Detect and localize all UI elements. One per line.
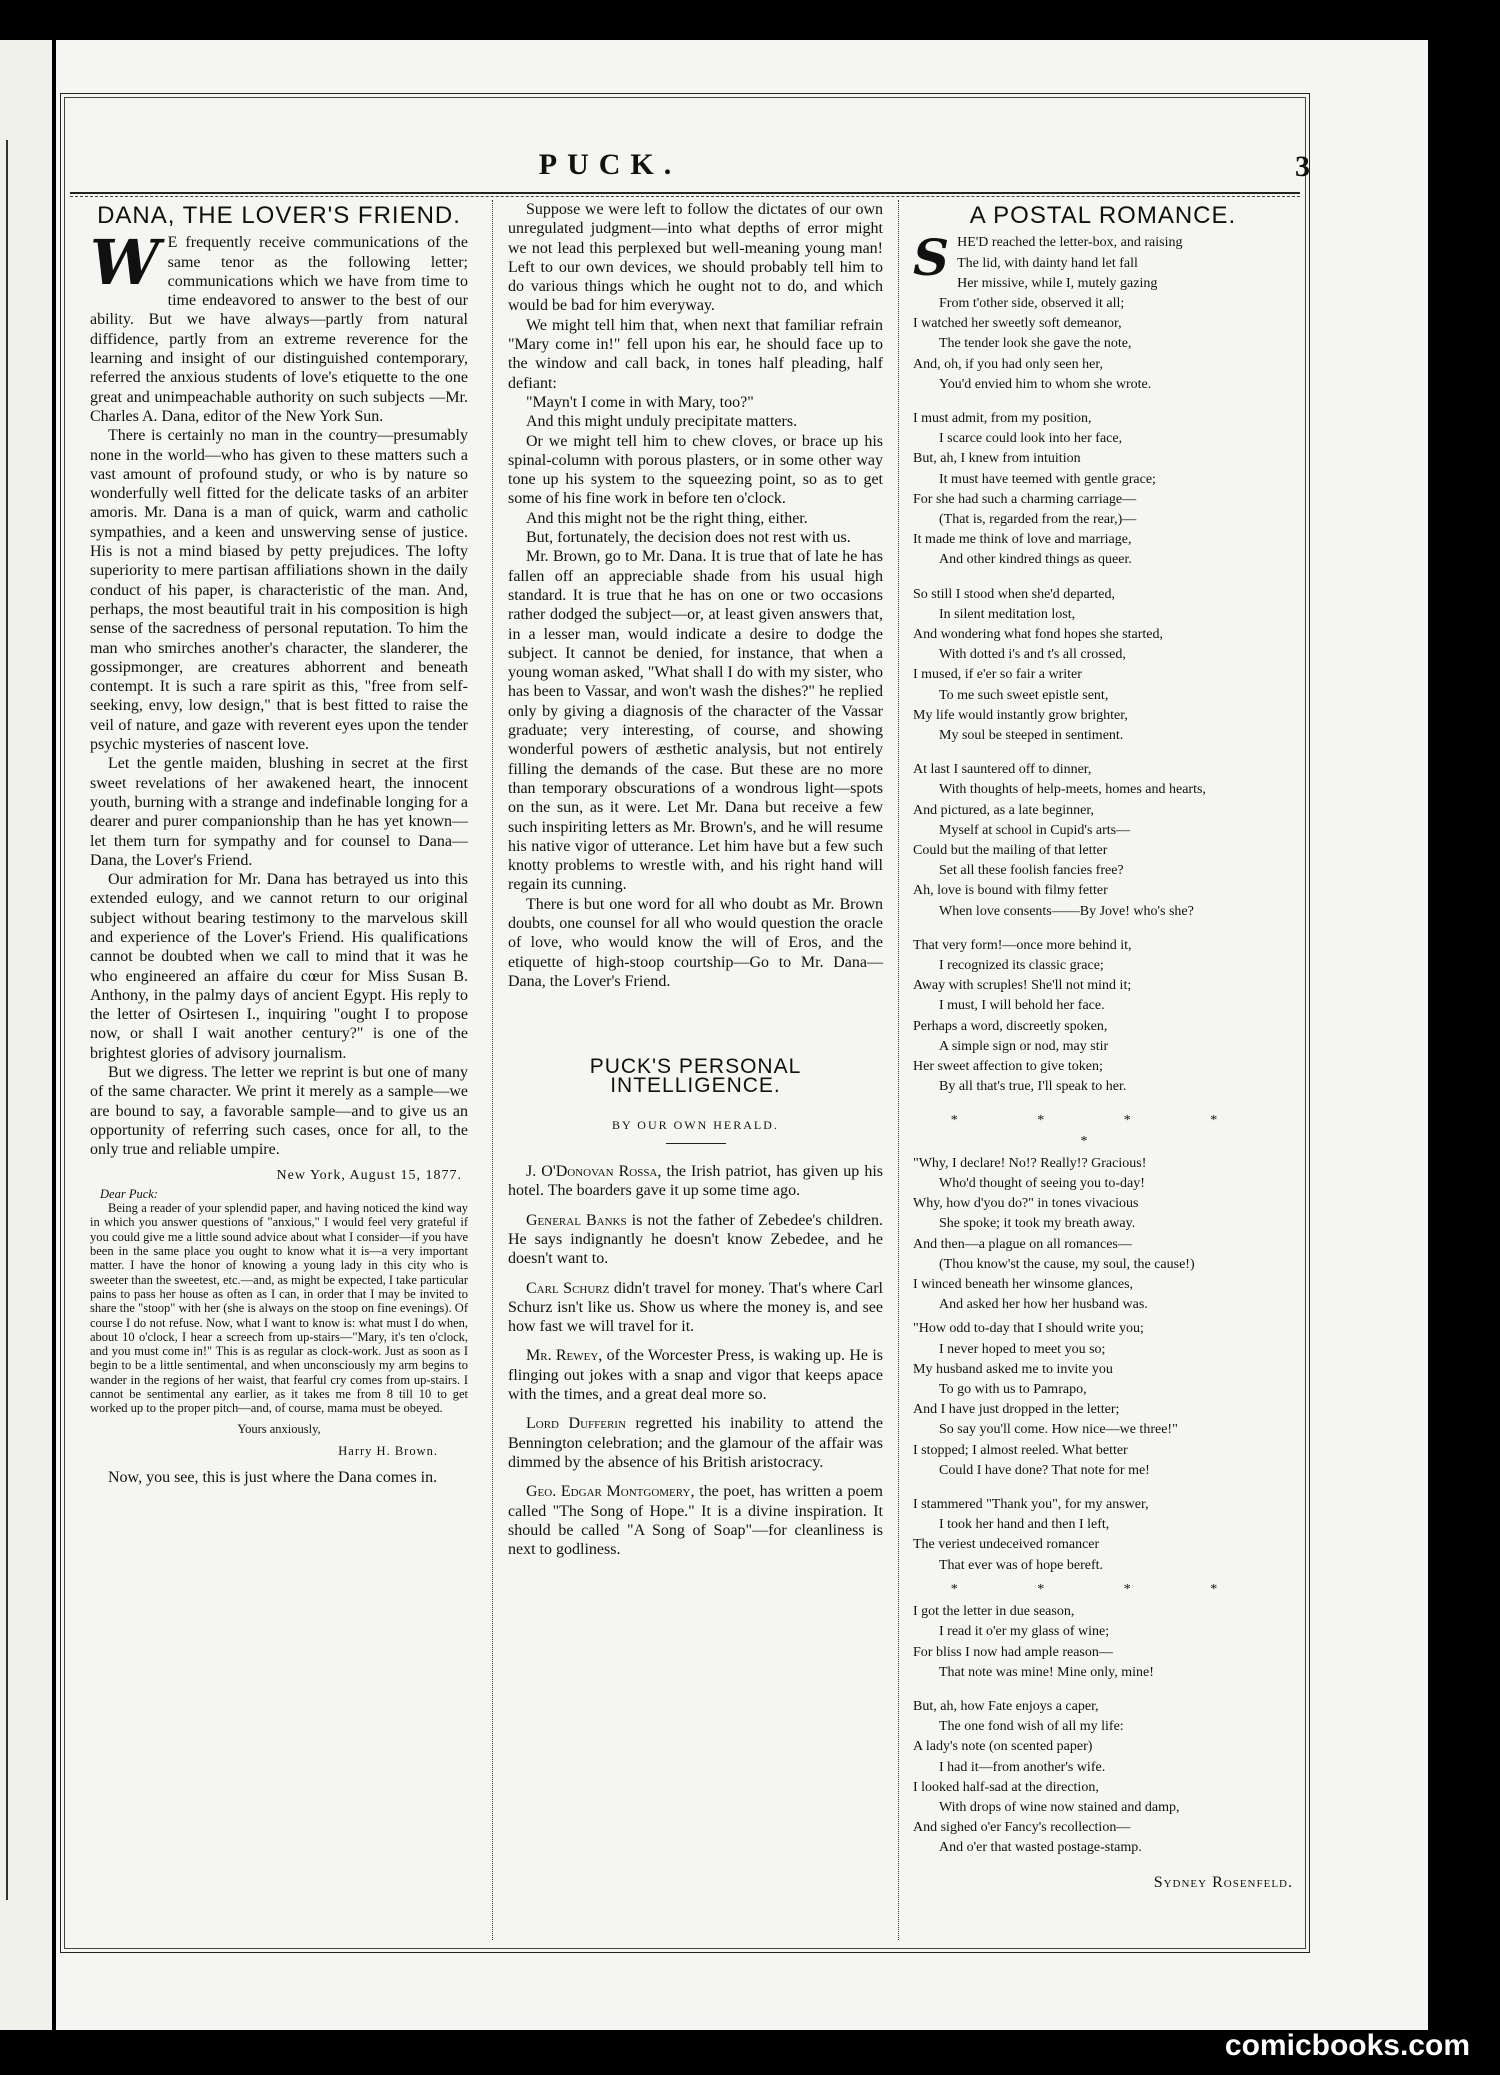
poem-line: I stammered "Thank you", for my answer,	[913, 1497, 1149, 1513]
article-heading-personal-intelligence: PUCK'S PERSONAL INTELLIGENCE.	[589, 1055, 802, 1098]
column-poem	[913, 200, 1293, 1892]
poem-line: With thoughts of help-meets, homes and hearts,	[939, 782, 1206, 798]
facing-page-edge	[0, 40, 52, 2030]
personal-item-name: General Banks	[526, 1211, 627, 1229]
drop-cap: S	[913, 228, 950, 288]
column-dana-article	[90, 200, 468, 1487]
paragraph: There is but one word for all who doubt as Mr. Brown doubts, one counsel for all who would question the oracle of love, who would know the will of Eros, and the etiquette of high-stoop courtship—Go to Mr. Dana—Dana, the Lover's Friend.	[508, 895, 883, 990]
letter-closing: Yours anxiously,	[237, 1421, 321, 1436]
masthead-rule	[70, 192, 1300, 194]
poem-line: The one fond wish of all my life:	[939, 1719, 1124, 1735]
poem-stanza	[913, 936, 1293, 1098]
poem-line: I must admit, from my position,	[913, 410, 1092, 426]
poem-line: That note was mine! Mine only, mine!	[939, 1664, 1154, 1680]
poem-line: I scarce could look into her face,	[939, 431, 1123, 447]
poem-line: To go with us to Pamrapo,	[939, 1382, 1087, 1398]
paragraph: Now, you see, this is just where the Dana comes in.	[108, 1469, 438, 1487]
letter-dateline: New York, August 15, 1877.	[276, 1167, 462, 1183]
poem-line: So say you'll come. How nice—we three!"	[939, 1422, 1178, 1438]
poem-stanza	[913, 1154, 1293, 1316]
paragraph: Or we might tell him to chew cloves, or brace up his spinal-column with porous plasters, or in some other way tone up his system to the squeezing point, so as to get some of his fine work in before ten o'clock.	[508, 432, 883, 508]
quoted-line: "Mayn't I come in with Mary, too?"	[526, 393, 754, 411]
poem-line: Myself at school in Cupid's arts—	[939, 822, 1131, 838]
poem-stanza	[913, 760, 1293, 922]
poem-stanza	[913, 1495, 1293, 1576]
reader-letter	[90, 1187, 468, 1458]
poem-line: You'd envied him to whom she wrote.	[939, 376, 1152, 392]
poem-line: I got the letter in due season,	[913, 1604, 1075, 1620]
poem-line: That very form!—once more behind it,	[913, 937, 1132, 953]
poem-line: And wondering what fond hopes she started,	[913, 626, 1164, 642]
poem-line: Her sweet affection to give token;	[913, 1059, 1103, 1075]
poem-line: I read it o'er my glass of wine;	[939, 1624, 1110, 1640]
poem-line: HE'D reached the letter-box, and raising	[957, 235, 1183, 251]
poem-line: The veriest undeceived romancer	[913, 1537, 1100, 1553]
poem-line: When love consents——By Jove! who's she?	[939, 903, 1194, 919]
poem-line: Could but the mailing of that letter	[913, 842, 1108, 858]
poem-line: I recognized its classic grace;	[939, 958, 1104, 973]
poem-line: For she had such a charming carriage—	[913, 491, 1137, 507]
poem-line: For bliss I now had ample reason—	[913, 1644, 1113, 1660]
poem-line: It must have teemed with gentle grace;	[939, 471, 1156, 487]
byline: BY OUR OWN HERALD.	[612, 1117, 779, 1132]
paragraph: But we digress. The letter we reprint is but one of many of the same character. We print it merely as a sample—we are bound to say, a favorable sample—and to give us an opportunity of referring such cases, once for all, to the only true and reliable umpire.	[90, 1064, 468, 1159]
watermark: comicbooks.com	[1224, 2029, 1470, 2062]
poem-body	[913, 228, 1293, 1858]
column-divider-1	[492, 200, 493, 1940]
poem-line: I winced beneath her winsome glances,	[913, 1277, 1134, 1293]
personal-item-text: regretted his inability to attend the Bennington celebration; and the glamour of the affair was dimmed by the absence of his British aristocracy.	[508, 1415, 883, 1471]
personal-item	[508, 1211, 883, 1269]
poem-line: Perhaps a word, discreetly spoken,	[913, 1018, 1108, 1034]
poem-line: And asked her how her husband was.	[939, 1297, 1148, 1313]
column-dana-continued	[508, 200, 883, 1569]
poem-signature: Sydney Rosenfeld.	[1153, 1873, 1293, 1891]
letter-body: Being a reader of your splendid paper, and having noticed the kind way in which you answer questions of "anxious," I would feel very grateful if you could give me a little sound advice about what I consider—if you have been in the same place you ought to know what it is—a very important matter. I have the honor of knowing a young lady in this city who is sweeter than the sweetest, etc.—and, as might be expected, I take particular pains to pass her house as often as I can, in order that I may be invited to share the "stoop" with her (she is always on the stoop on fine evenings). Of course I do not refuse. Now, what I want to know is: what must I do when, about 10 o'clock, I hear a screech from up-stairs—"Mary, it's ten o'clock, and you must come in!" This is as regular as clock-work. Just as soon as I begin to be a little sentimental, and when unconsciously my arm begins to wander in the regions of her waist, that fearful cry comes from up-stairs. I cannot be sentimental any earlier, as it takes me from 8 till 10 to get worked up to the proper pitch—and, of course, mama must be obeyed.	[90, 1201, 468, 1416]
paragraph: Let the gentle maiden, blushing in secret at the first sweet revelations of her awakened heart, the innocent youth, burning with a strange and indefinable longing for a dearer and purer companionship than he has yet known—let them turn for sympathy and for counsel to Dana—Dana, the Lover's Friend.	[90, 755, 468, 869]
paragraph: Our admiration for Mr. Dana has betrayed us into this extended eulogy, and we cannot return to our original subject without bearing testimony to the marvelous skill and experience of the Lover's Friend. His qualifications cannot be doubted when we call to mind that it was he who engineered an affaire du cœur for Miss Susan B. Anthony, in the palmy days of ancient Egypt. His reply to the letter of Osirtesen I., inquiring "ought I to propose now, or shall I wait another century?" is one of the brightest glories of advisory journalism.	[90, 871, 468, 1062]
paragraph: And this might not be the right thing, either.	[526, 509, 808, 527]
paragraph: W E frequently receive communications of the same tenor as the following letter; communications which we have from time to time endeavored to answer to the best of our ability. But we have always—partly from natural diffidence, partly from an extreme reverence for the learning and insight of our distinguished contemporary, referred the anxious students of love's etiquette to the one great and unimpeachable authority on such subjects —Mr. Charles A. Dana, editor of the New York Sun.	[90, 226, 468, 425]
poem-line: A simple sign or nod, may stir	[939, 1038, 1109, 1054]
poem-line: That ever was of hope bereft.	[939, 1557, 1104, 1573]
poem-line: Why, how d'you do?" in tones vivacious	[913, 1196, 1139, 1212]
short-rule	[666, 1143, 726, 1144]
poem-line: She spoke; it took my breath away.	[939, 1216, 1136, 1232]
poem-heading: A POSTAL ROMANCE.	[969, 202, 1237, 229]
poem-line: Set all these foolish fancies free?	[939, 863, 1124, 879]
poem-line: I never hoped to meet you so;	[939, 1341, 1106, 1357]
drop-cap: W	[90, 226, 160, 300]
masthead-title: PUCK.	[538, 148, 682, 181]
poem-line: But, ah, I knew from intuition	[913, 451, 1081, 467]
poem-line: The lid, with dainty hand let fall	[957, 255, 1138, 271]
poem-line: (Thou know'st the cause, my soul, the cause!)	[939, 1256, 1195, 1272]
personal-item	[508, 1279, 883, 1337]
poem-line: And o'er that wasted postage-stamp.	[939, 1840, 1142, 1856]
article-heading-dana: DANA, THE LOVER'S FRIEND.	[97, 202, 461, 229]
personal-item-name: Carl Schurz	[526, 1279, 610, 1297]
poem-line: And other kindred things as queer.	[939, 552, 1132, 568]
masthead-rule-dashed	[70, 196, 1300, 197]
personal-item	[508, 1482, 883, 1559]
personal-item-text: the Irish patriot, has given up his hotel. The boarders gave it up some time ago.	[508, 1163, 884, 1200]
letter-salutation: Dear Puck:	[100, 1186, 158, 1201]
poem-line: "Why, I declare! No!? Really!? Gracious!	[913, 1155, 1147, 1171]
poem-line: My soul be steeped in sentiment.	[939, 727, 1124, 743]
poem-stanza	[913, 585, 1293, 747]
letter-signature: Harry H. Brown.	[338, 1443, 438, 1458]
personal-item-name: Mr. Rewey,	[526, 1347, 603, 1365]
poem-line: Who'd thought of seeing you to-day!	[939, 1176, 1145, 1192]
personal-item-text: of the Worcester Press, is waking up. He is flinging out jokes with a snap and vigor that keeps apace with the times, and a great deal more so.	[508, 1347, 884, 1404]
personal-item-name: J. O'Donovan Rossa,	[526, 1163, 662, 1181]
poem-line: But, ah, how Fate enjoys a caper,	[913, 1698, 1099, 1714]
poem-stanza	[913, 1319, 1293, 1481]
poem-line: I mused, if e'er so fair a writer	[913, 667, 1082, 683]
poem-stanza	[913, 409, 1293, 571]
poem-stanza	[913, 1602, 1293, 1683]
paragraph: But, fortunately, the decision does not rest with us.	[526, 529, 851, 547]
page-number: 3	[1295, 150, 1310, 183]
personal-item	[508, 1414, 883, 1472]
paragraph: Mr. Brown, go to Mr. Dana. It is true that of late he has fallen off an appreciable shade from his usual high standard. It is true that he has on one or two occasions rather dodged the subject—or, at least given answers that, in a lesser man, would indicate a desire to dodge the subject. It cannot be denied, for instance, that when a young woman asked, "What shall I do with my sister, who has been to Vassar, and won't wash the dishes?" he replied only by giving a diagnosis of the character of the Vassar graduate; very interesting, of course, and showing wonderful powers of æsthetic analysis, but not entirely filling the demands of the case. But these are no more than temporary obscurations of a wondrous light—spots on the sun, as it were. Let Mr. Dana but receive a few such inspiriting letters as Mr. Brown's, and he will resume his native vigor of utterance. Let him have but a few such knotty problems to wrestle with, and his right hand will regain its cunning.	[508, 548, 883, 894]
poem-line: By all that's true, I'll speak to her.	[939, 1079, 1127, 1095]
poem-line: Away with scruples! She'll not mind it;	[913, 978, 1132, 994]
personal-item	[508, 1346, 883, 1404]
poem-line: Could I have done? That note for me!	[939, 1462, 1150, 1478]
poem-line: With dotted i's and t's all crossed,	[939, 647, 1126, 663]
poem-line: And I have just dropped in the letter;	[913, 1402, 1120, 1418]
poem-line: And then—a plague on all romances—	[913, 1236, 1132, 1252]
poem-line: And sighed o'er Fancy's recollection—	[913, 1820, 1131, 1836]
personal-items	[508, 1162, 883, 1559]
poem-line: "How odd to-day that I should write you;	[913, 1321, 1144, 1337]
personal-item-text: didn't travel for money. That's where Carl Schurz isn't like us. Show us where the money is, and see how fast we will travel for it.	[508, 1279, 883, 1336]
column-divider-2	[898, 200, 899, 1940]
personal-item-text: the poet, has written a poem called "The Song of Hope." It is a divine inspiration. It should be called "A Song of Soap"—for cleanliness is next to godliness.	[508, 1483, 884, 1559]
paragraph: We might tell him that, when next that familiar refrain "Mary come in!" fell upon his ear, he should face up to the window and call back, in tones half pleading, half defiant:	[508, 316, 883, 392]
poem-line: (That is, regarded from the rear,)—	[939, 511, 1137, 527]
poem-line: In silent meditation lost,	[939, 606, 1076, 622]
poem-line: So still I stood when she'd departed,	[913, 586, 1115, 602]
poem-line: My husband asked me to invite you	[913, 1361, 1113, 1377]
section-stars: * * * *	[950, 1581, 1256, 1597]
poem-stanza	[913, 1697, 1293, 1859]
poem-line: I stopped; I almost reeled. What better	[913, 1442, 1128, 1458]
poem-line: I watched her sweetly soft demeanor,	[913, 316, 1122, 332]
poem-line: It made me think of love and marriage,	[913, 532, 1132, 548]
poem-line: Ah, love is bound with filmy fetter	[913, 883, 1108, 899]
poem-line: I had it—from another's wife.	[939, 1759, 1106, 1775]
paragraph: Suppose we were left to follow the dictates of our own unregulated judgment—into what depths of error might we not lead this perplexed but well-meaning young man! Left to our own devices, we should probably tell him to do various things which he ought not to do, and which would be bad for him everyway.	[508, 201, 883, 315]
poem-line: From t'other side, observed it all;	[939, 295, 1125, 311]
poem-line: At last I sauntered off to dinner,	[913, 762, 1092, 778]
poem-line: I took her hand and then I left,	[939, 1517, 1110, 1533]
poem-line: I looked half-sad at the direction,	[913, 1779, 1099, 1795]
paragraph: And this might unduly precipitate matters.	[526, 413, 798, 431]
personal-item	[508, 1162, 883, 1201]
poem-line: Her missive, while I, mutely gazing	[957, 275, 1158, 291]
poem-line: The tender look she gave the note,	[939, 336, 1132, 352]
poem-line: And pictured, as a late beginner,	[913, 802, 1094, 818]
poem-line: To me such sweet epistle sent,	[939, 687, 1109, 703]
section-stars: * * * * *	[950, 1113, 1256, 1149]
personal-item-name: Geo. Edgar Montgomery,	[526, 1483, 695, 1501]
personal-item-text: is not the father of Zebedee's children. He says indignantly he doesn't know Zebedee, and he doesn't want to.	[508, 1211, 884, 1268]
poem-line: I must, I will behold her face.	[939, 998, 1105, 1014]
personal-item-name: Lord Dufferin	[526, 1415, 626, 1433]
poem-line: My life would instantly grow brighter,	[913, 707, 1128, 723]
poem-line: And, oh, if you had only seen her,	[913, 356, 1103, 372]
masthead	[70, 108, 1310, 192]
poem-line: With drops of wine now stained and damp,	[939, 1799, 1180, 1815]
poem-line: A lady's note (on scented paper)	[913, 1739, 1093, 1755]
paragraph: There is certainly no man in the country—presumably none in the world—who has given to these matters such a vast amount of profound study, or who is by nature so wonderfully well fitted for the delicate tasks of an arbiter amoris. Mr. Dana is a man of quick, warm and catholic sympathies, and a keen and unswerving sense of justice. His is not a mind biased by petty prejudices. The lofty superiority to mere partisan affiliations shown in the daily conduct of his paper, is characteristic of the man. And, perhaps, the most beautiful trait in his composition is high sense of the sacredness of personal reputation. To him the man who smirches another's character, the slanderer, the gossipmonger, are creatures abhorrent and beneath contempt. It is such a rare spirit as this, "free from self-seeking, envy, low design," that is best fitted to raise the veil of nature, and gaze with reverent eyes upon the tender psychic mysteries of nascent love.	[90, 427, 468, 754]
poem-stanza	[913, 228, 1293, 395]
